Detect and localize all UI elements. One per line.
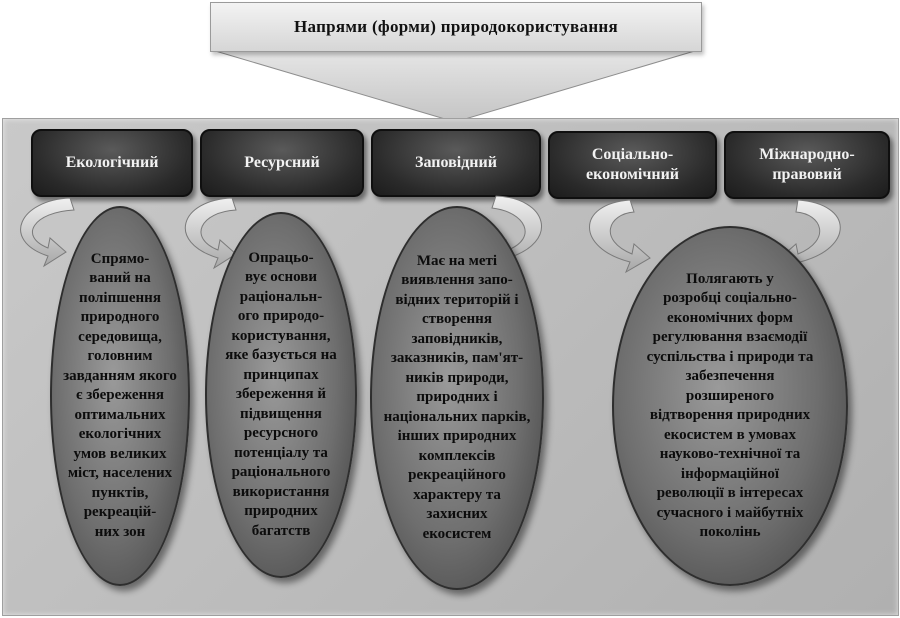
curved-arrow-socio-economic <box>590 200 651 272</box>
category-label: Міжнародно- правовий <box>759 146 855 183</box>
category-label: Заповідний <box>415 154 497 171</box>
category-label: Ресурсний <box>244 154 320 171</box>
category-label: Екологічний <box>65 154 159 171</box>
diagram-title: Напрями (форми) природокористування <box>293 17 619 36</box>
description-text: Опрацьо- вує основи раціональн- ого природо- користування, яке базується на принципах збереження й підвищення ресурсного потенціалу та раціонального використання природних багатств <box>225 249 337 539</box>
description-oval-ecological <box>50 206 190 586</box>
description-text: Спрямо- ваний на поліпшення природного середовища, головним завданням якого є збереження оптимальних екологічних умов великих міст, населених пунктів, рекреацій- них зон <box>63 250 177 540</box>
description-oval-socio-economic-international <box>612 226 848 586</box>
description-text: Має на меті виявлення запо- відних територій і створення заповідників, заказників, пам'ят- ників природи, природних і національних парків, інших природних комплексів рекреаційного характеру та захисних екосистем <box>383 252 531 542</box>
description-oval-resource <box>205 212 357 578</box>
description-text: Полягають у розробці соціально- економічних форм регулювання взаємодії суспільства і природи та забезпечення розширеного відтворення природних екосистем в умовах науково-технічної та інформаційної революції в інтересах сучасного і майбутніх поколінь <box>646 270 814 540</box>
category-label: Соціально- економічний <box>585 146 680 183</box>
description-oval-reserve <box>370 206 544 590</box>
